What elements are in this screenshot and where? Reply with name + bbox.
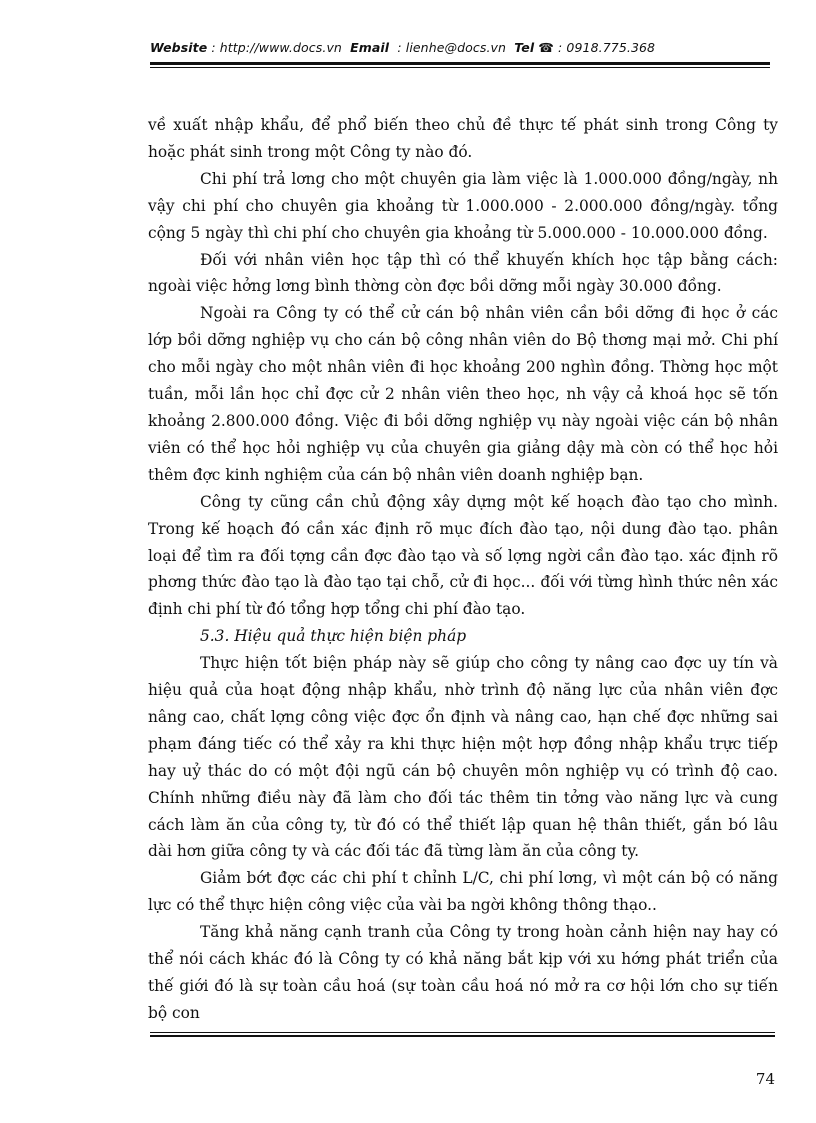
page-header — [150, 40, 770, 60]
email-label: Email — [350, 40, 390, 55]
header-contact-line — [150, 40, 770, 55]
paragraph: về xuất nhập khẩu, để phổ biến theo chủ đề thực tế phát sinh trong Công ty hoặc phát sinh trong một Công ty nào đó. — [148, 116, 778, 161]
paragraph: Giảm bớt đợc các chi phí t chỉnh L/C, chi phí lơng, vì một cán bộ có năng lực có thể thực hiện công việc của vài ba ngời không thông thạo.. — [148, 869, 778, 915]
body-content — [148, 112, 778, 1027]
website-label: Website — [150, 40, 208, 55]
section-heading: 5.3. Hiệu quả thực hiện biện pháp — [200, 627, 467, 646]
paragraph: Tăng khả năng cạnh tranh của Công ty trong hoàn cảnh hiện nay hay có thể nói cách khác đó là Công ty có khả năng bắt kịp với xu hớng phát triển của thế giới đó là sự toàn cầu hoá (sự toàn cầu hoá nó mở ra cơ hội lớn cho sự tiến bộ con — [148, 923, 778, 1022]
paragraph: Thực hiện tốt biện pháp này sẽ giúp cho công ty nâng cao đợc uy tín và hiệu quả của hoạt động nhập khẩu, nhờ trình độ năng lực của nhân viên đợc nâng cao, chất lợng công việc đợc ổn định và nâng cao, hạn chế đợc những sai phạm đáng tiếc có thể xảy ra khi thực hiện một hợp đồng nhập khẩu trực tiếp hay uỷ thác do có một đội ngũ cán bộ chuyên môn nghiệp vụ có trình độ cao. Chính những điều này đã làm cho đối tác thêm tin tởng vào năng lực và cung cách làm ăn của công ty, từ đó có thể thiết lập quan hệ thân thiết, gắn bó lâu dài hơn giữa công ty và các đối tác đã từng làm ăn của công ty. — [148, 654, 778, 861]
header-divider-thick — [150, 62, 770, 65]
paragraph: Đối với nhân viên học tập thì có thể khuyến khích học tập bằng cách: ngoài việc hởng lơng bình thờng còn đợc bồi dỡng mỗi ngày 30.000 đồng. — [148, 250, 778, 296]
paragraph: Chi phí trả lơng cho một chuyên gia làm việc là 1.000.000 đồng/ngày, nh vậy chi phí cho chuyên gia khoảng từ 1.000.000 - 2.000.000 đồng/ngày. tổng cộng 5 ngày thì chi phí cho chuyên gia khoảng từ 5.000.000 - 10.000.000 đồng. — [148, 169, 778, 242]
tel-label: Tel — [514, 40, 535, 55]
footer-divider-thin — [150, 1032, 775, 1033]
footer-divider-thick — [150, 1035, 775, 1037]
phone-icon: ☎ — [538, 40, 554, 55]
email-value: : lienhe@docs.vn — [397, 40, 507, 55]
tel-value: : 0918.775.368 — [558, 40, 656, 55]
header-divider-thin — [150, 67, 770, 68]
paragraph: Ngoài ra Công ty có thể cử cán bộ nhân viên cần bồi dỡng đi học ở các lớp bồi dỡng nghiệp vụ cho cán bộ công nhân viên do Bộ thơng mại mở. Chi phí cho mỗi ngày cho một nhân viên đi học khoảng 200 nghìn đồng. Thờng học một tuần, mỗi lần học chỉ đợc cử 2 nhân viên theo học, nh vậy cả khoá học sẽ tốn khoảng 2.800.000 đồng. Việc đi bồi dỡng nghiệp vụ này ngoài việc cán bộ nhân viên có thể học hỏi nghiệp vụ của chuyên gia giảng dậy mà còn có thể học hỏi thêm đợc kinh nghiệm của cán bộ nhân viên doanh nghiệp bạn. — [148, 304, 778, 484]
page-number: 74 — [755, 1070, 775, 1088]
website-value: : http://www.docs.vn — [211, 40, 342, 55]
paragraph: Công ty cũng cần chủ động xây dựng một kế hoạch đào tạo cho mình. Trong kế hoạch đó cần xác định rõ mục đích đào tạo, nội dung đào tạo. phân loại để tìm ra đối tợng cần đợc đào tạo và số lợng ngời cần đào tạo. xác định rõ phơng thức đào tạo là đào tạo tại chỗ, cử đi học... đối với từng hình thức nên xác định chi phí từ đó tổng hợp tổng chi phí đào tạo. — [148, 492, 778, 619]
